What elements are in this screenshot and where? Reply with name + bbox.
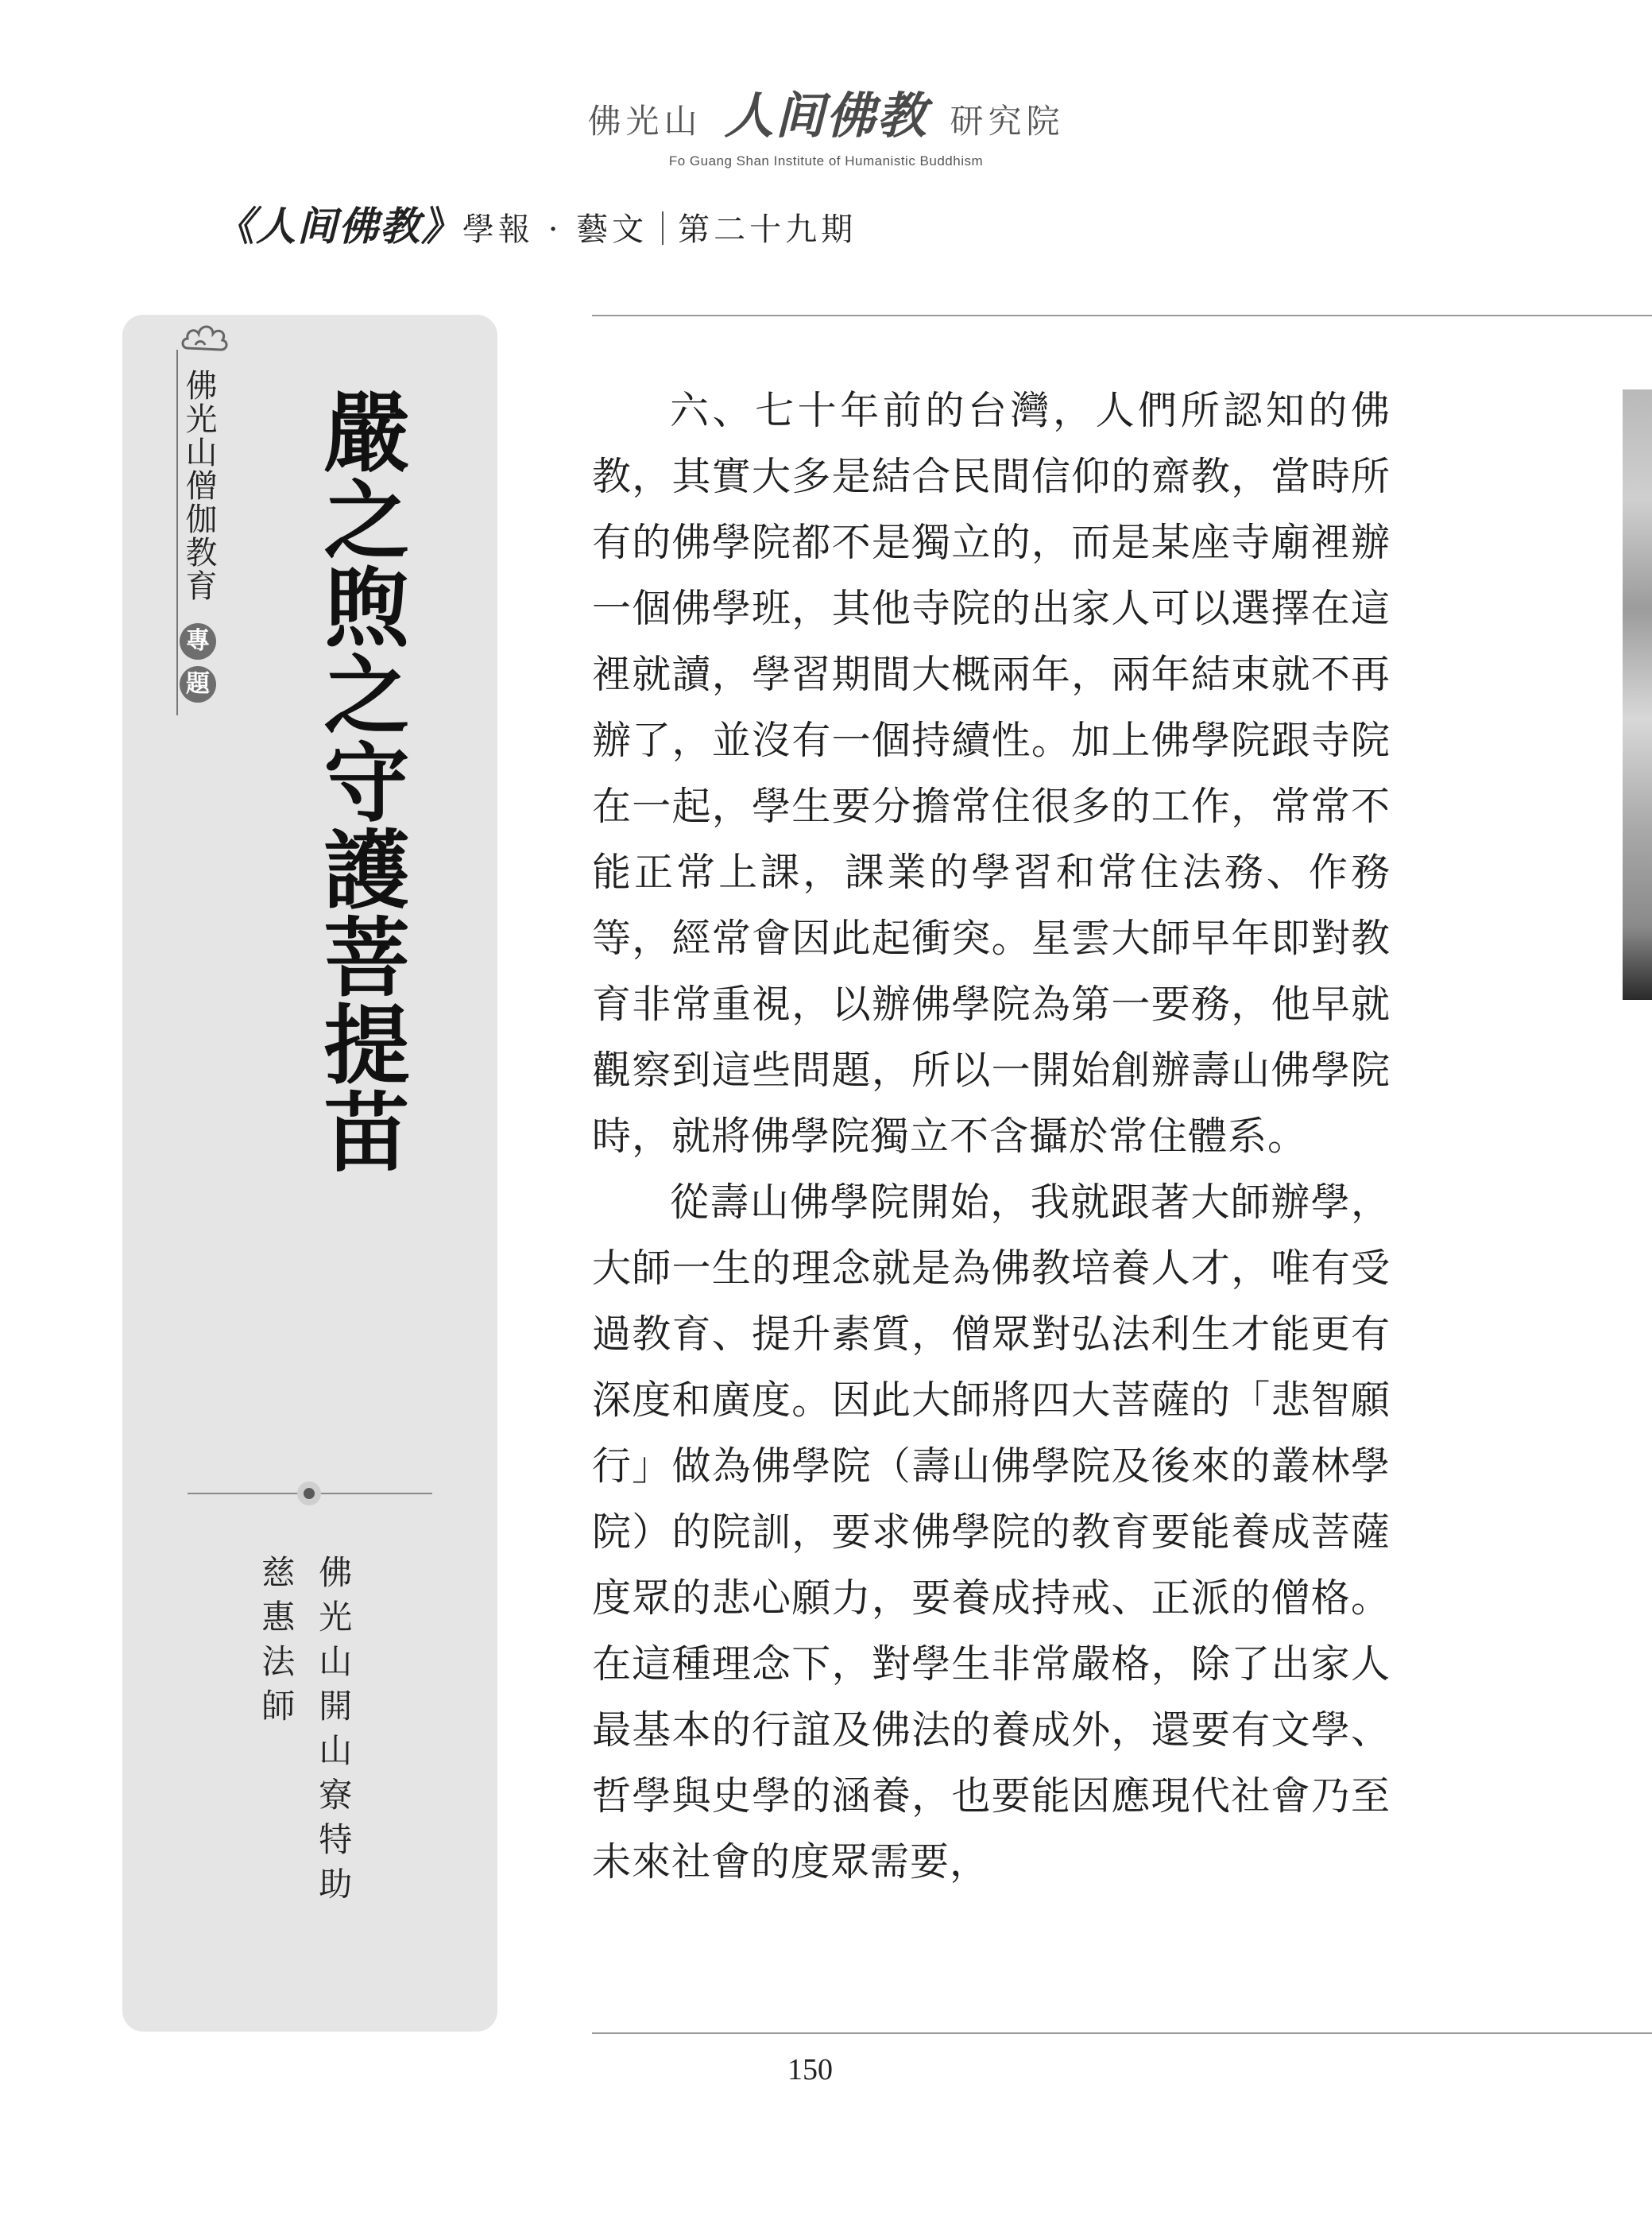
journal-section: 學報 · 藝文	[462, 211, 648, 248]
masthead-english: Fo Guang Shan Institute of Humanistic Buddhism	[668, 153, 984, 169]
masthead-right: 研究院	[950, 102, 1065, 141]
article-title: 嚴之煦之守護菩提苗	[309, 388, 409, 1175]
journal-brand: 《人间佛教》	[215, 203, 462, 250]
divider-dot-icon	[297, 1482, 321, 1505]
top-rule	[592, 315, 1652, 316]
series-label: 佛光山僧伽教育	[180, 369, 217, 602]
series-rule	[176, 350, 178, 715]
topic-badges	[180, 623, 216, 703]
masthead-left: 佛光山	[587, 102, 702, 141]
author-name: 慈惠法師	[257, 1555, 296, 1733]
author-affiliation: 佛光山開山寮特助	[314, 1555, 354, 1911]
journal-separator	[662, 211, 664, 245]
journal-header	[215, 195, 857, 252]
masthead-brand: 人间佛教	[724, 87, 928, 145]
body-paragraph: 從壽山佛學院開始，我就跟著大師辦學，大師一生的理念就是為佛教培養人才，唯有受過教育、提升素質，僧眾對弘法利生才能更有深度和廣度。因此大師將四大菩薩的「悲智願行」做為佛學院（壽山佛學院及後來的叢林學院）的院訓，要求佛學院的教育要能養成菩薩度眾的悲心願力，要養成持戒、正派的僧格。在這種理念下，對學生非常嚴格，除了出家人最基本的行誼及佛法的養成外，還要有文學、哲學與史學的涵養，也要能因應現代社會乃至未來社會的度眾需要，	[592, 1180, 1391, 1885]
article-body	[592, 378, 1391, 1895]
site-masthead	[0, 76, 1652, 169]
body-paragraph: 六、七十年前的台灣，人們所認知的佛教，其實大多是結合民間信仰的齋教，當時所有的佛學院都不是獨立的，而是某座寺廟裡辦一個佛學班，其他寺院的出家人可以選擇在這裡就讀，學習期間大概兩年，兩年結束就不再辦了，並沒有一個持續性。加上佛學院跟寺院在一起，學生要分擔常住很多的工作，常常不能正常上課，課業的學習和常住法務、作務等，經常會因此起衝突。星雲大師早年即對教育非常重視，以辦佛學院為第一要務，他早就觀察到這些問題，所以一開始創辦壽山佛學院時，就將佛學院獨立不含攝於常住體系。	[592, 388, 1391, 1159]
bottom-rule	[592, 2032, 1652, 2034]
page-number-wrap	[0, 2052, 1652, 2087]
cloud-ornament-icon	[176, 313, 232, 369]
cropped-photo	[1623, 389, 1652, 1000]
journal-issue: 第二十九期	[678, 211, 857, 248]
masthead-logo	[0, 76, 1652, 147]
topic-badge: 專	[180, 623, 216, 660]
topic-badge: 題	[180, 666, 216, 703]
page-number: 150	[787, 2053, 833, 2086]
